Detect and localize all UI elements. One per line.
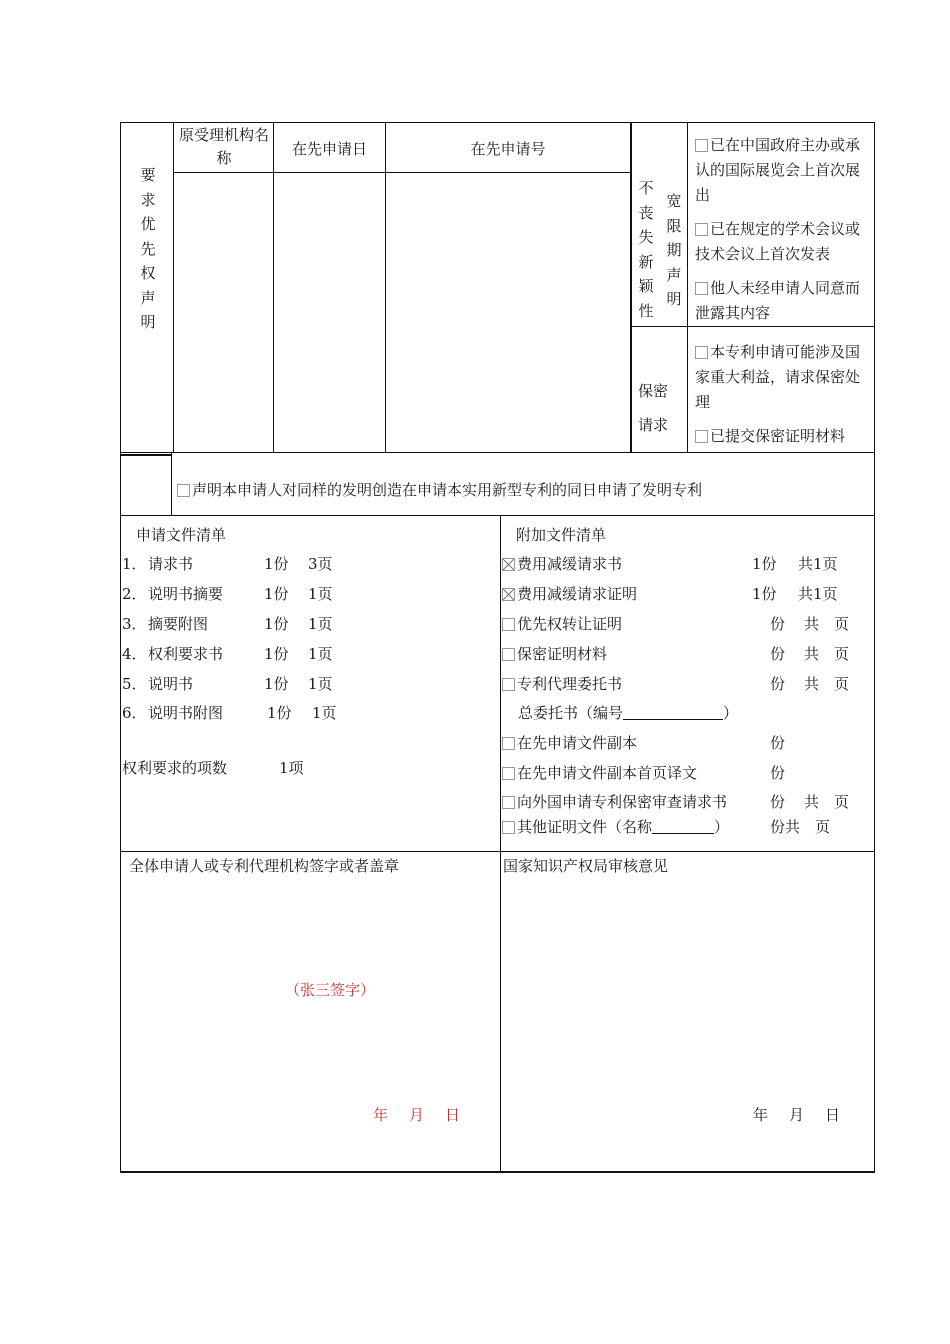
list-item: [122, 702, 382, 722]
attach-item-pages: 共 页: [804, 615, 850, 633]
docs-title: 申请文件清单: [136, 526, 227, 544]
item-name: 说明书摘要: [148, 585, 224, 603]
attach-item[interactable]: [502, 643, 872, 663]
attach-item-copies: 份: [770, 793, 786, 811]
secrecy-option-text: 本专利申请可能涉及国家重大利益，请求保密处理: [695, 343, 861, 411]
list-item: [122, 673, 382, 693]
attach-item-copies: 份: [770, 734, 786, 752]
item-pages: 3页: [308, 555, 333, 573]
attach-item-name: 在先申请文件副本首页译文: [517, 764, 698, 782]
attach-item[interactable]: [502, 583, 872, 603]
attach-item-pages: 共 页: [804, 793, 850, 811]
item-name: 说明书附图: [148, 704, 224, 722]
attach-item-pages: 共 页: [804, 645, 850, 663]
signer-name: （张三签字）: [285, 981, 376, 999]
checkbox-icon[interactable]: [502, 737, 515, 750]
secrecy-option-text: 已提交保密证明材料: [710, 427, 846, 445]
attach-item-name: 其他证明文件（名称: [517, 818, 653, 836]
checkbox-icon[interactable]: [502, 648, 515, 661]
checkbox-icon[interactable]: [695, 282, 708, 295]
attach-item[interactable]: [502, 613, 872, 633]
general-number-input[interactable]: [623, 705, 723, 720]
attach-item[interactable]: [502, 673, 872, 693]
attach-item[interactable]: [502, 732, 872, 752]
attach-item-copies: 份: [770, 615, 786, 633]
item-copies: 1份: [264, 645, 289, 663]
review-date: 年 月 日: [753, 1106, 844, 1124]
checkbox-icon[interactable]: [502, 796, 515, 809]
priority-entry-date[interactable]: [274, 173, 385, 452]
attach-item-copies: 份: [770, 675, 786, 693]
attach-item-copies: 份: [770, 645, 786, 663]
checkbox-icon[interactable]: [695, 139, 708, 152]
secrecy-option-request[interactable]: [695, 340, 872, 415]
checkbox-icon[interactable]: [695, 430, 708, 443]
signature-area[interactable]: [121, 880, 499, 1170]
attach-item-pages: 共1页: [798, 585, 838, 603]
attach-item[interactable]: [502, 816, 872, 836]
attach-item-name: 费用减缓请求证明: [517, 585, 638, 603]
attach-item-name: 保密证明材料: [517, 645, 608, 663]
checkbox-icon[interactable]: [502, 678, 515, 691]
attach-item-name: 专利代理委托书: [517, 675, 623, 693]
secrecy-option-materials[interactable]: [695, 424, 872, 449]
item-pages: 1页: [308, 645, 333, 663]
item-copies: 1份: [267, 704, 292, 722]
priority-label: 要求优先权声明: [140, 166, 156, 331]
attach-item-copies-pages: 份共 页: [770, 818, 831, 836]
header-number: 在先申请号: [470, 140, 546, 158]
checkbox-icon[interactable]: [502, 821, 515, 834]
item-no: 1．: [122, 555, 147, 573]
item-name: 请求书: [148, 555, 194, 573]
item-no: 2．: [122, 585, 147, 603]
item-copies: 1份: [264, 675, 289, 693]
general-power-of-attorney: [518, 702, 738, 723]
item-name: 摘要附图: [148, 615, 209, 633]
checkbox-icon[interactable]: [502, 618, 515, 631]
item-pages: 1页: [312, 704, 337, 722]
novelty-option-exhibition[interactable]: [695, 133, 872, 208]
item-name: 说明书: [148, 675, 194, 693]
item-no: 4．: [122, 645, 147, 663]
priority-entry-number[interactable]: [386, 173, 630, 452]
review-title: 国家知识产权局审核意见: [503, 857, 669, 875]
item-copies: 1份: [264, 555, 289, 573]
attach-title: 附加文件清单: [516, 526, 607, 544]
general-label: 总委托书（编号: [518, 704, 624, 722]
novelty-label-right: 宽限期声明: [666, 192, 682, 308]
attach-item[interactable]: [502, 762, 872, 782]
item-no: 5．: [122, 675, 147, 693]
item-no: 6．: [122, 704, 147, 722]
novelty-option-leak[interactable]: [695, 276, 872, 326]
attach-item-pages: 共 页: [804, 675, 850, 693]
attach-item-pages: 共1页: [798, 555, 838, 573]
other-close: ）: [714, 818, 730, 836]
priority-entry-office[interactable]: [174, 173, 273, 452]
checkbox-icon[interactable]: [695, 346, 708, 359]
other-name-input[interactable]: [652, 819, 714, 834]
header-office: 原受理机构名称: [178, 126, 269, 167]
item-copies: 1份: [264, 615, 289, 633]
list-item: [122, 643, 382, 663]
attach-item[interactable]: [502, 553, 872, 573]
secrecy-label-1: 保密: [638, 382, 669, 400]
claims-count-value: 1项: [279, 759, 304, 777]
attach-item-copies: 1份: [752, 555, 777, 573]
attach-item[interactable]: [502, 791, 872, 811]
novelty-label-left: 不丧失新颖性: [638, 179, 654, 320]
attach-item-name: 优先权转让证明: [517, 615, 623, 633]
novelty-option-text: 他人未经申请人同意而泄露其内容: [695, 279, 861, 322]
same-day-text: 声明本申请人对同样的发明创造在申请本实用新型专利的同日申请了发明专利: [192, 481, 703, 499]
item-copies: 1份: [264, 585, 289, 603]
checkbox-icon[interactable]: [695, 223, 708, 236]
item-no: 3．: [122, 615, 147, 633]
signature-date: 年 月 日: [373, 1106, 464, 1124]
attach-item-copies: 份: [770, 764, 786, 782]
novelty-option-text: 已在中国政府主办或承认的国际展览会上首次展出: [695, 136, 861, 204]
item-pages: 1页: [308, 675, 333, 693]
claims-count-label: 权利要求的项数: [122, 759, 228, 777]
header-date: 在先申请日: [291, 140, 367, 158]
list-item: [122, 613, 382, 633]
attach-item-copies: 1份: [752, 585, 777, 603]
attach-item-name: 向外国申请专利保密审查请求书: [517, 793, 728, 811]
item-name: 权利要求书: [148, 645, 224, 663]
list-item: [122, 583, 382, 603]
signature-title: 全体申请人或专利代理机构签字或者盖章: [129, 857, 400, 875]
checkbox-icon[interactable]: [177, 484, 190, 497]
attach-item-name: 在先申请文件副本: [517, 734, 638, 752]
novelty-option-text: 已在规定的学术会议或技术会议上首次发表: [695, 220, 861, 263]
item-pages: 1页: [308, 615, 333, 633]
same-day-declaration[interactable]: [177, 479, 702, 500]
item-pages: 1页: [308, 585, 333, 603]
checkbox-checked-icon[interactable]: [502, 558, 515, 571]
list-item: [122, 553, 382, 573]
attach-item-name: 费用减缓请求书: [517, 555, 623, 573]
secrecy-label-2: 请求: [638, 416, 669, 434]
checkbox-icon[interactable]: [502, 767, 515, 780]
general-close: ）: [723, 704, 739, 722]
checkbox-checked-icon[interactable]: [502, 588, 515, 601]
novelty-option-conference[interactable]: [695, 217, 872, 267]
